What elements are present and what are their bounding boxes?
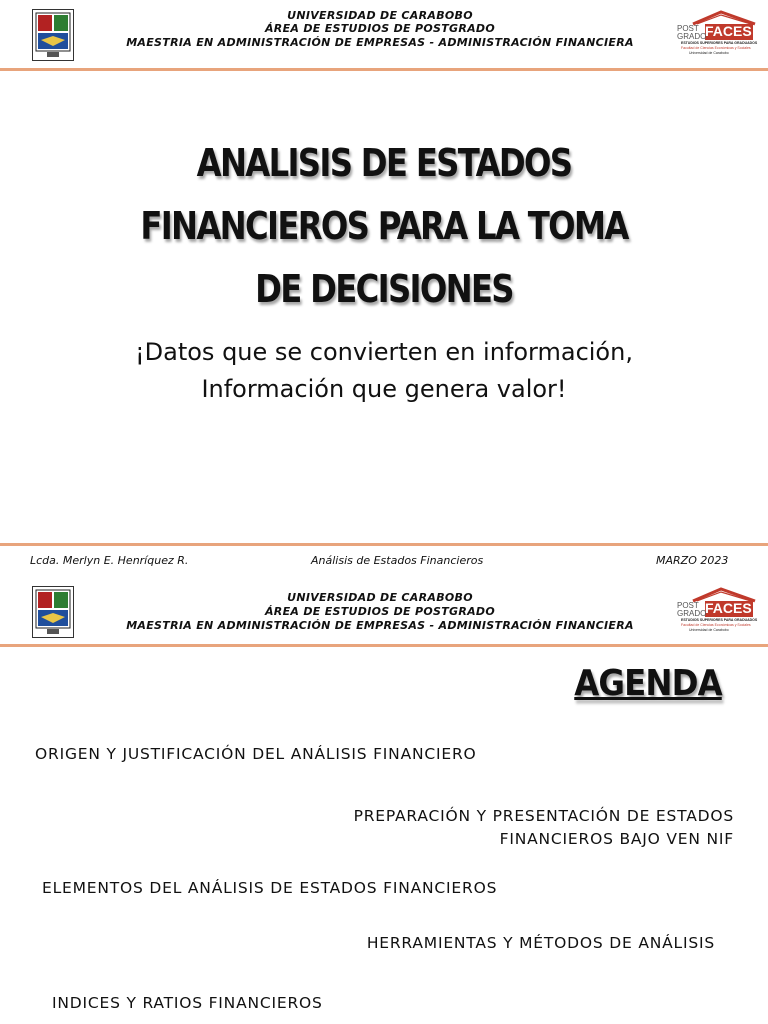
header-divider: [0, 68, 768, 71]
faces-logo: [675, 10, 757, 64]
slide-header: [0, 577, 768, 649]
logo-post: POST: [677, 24, 699, 33]
main-title-line-2: FINANCIEROS PARA LA TOMA: [140, 204, 628, 248]
agenda-item-elementos: ELEMENTOS DEL ANÁLISIS DE ESTADOS FINANCIEROS: [42, 879, 498, 897]
logo-small-1: ESTUDIOS SUPERIORES PARA GRADUADOS: [681, 618, 758, 622]
logo-small-1: ESTUDIOS SUPERIORES PARA GRADUADOS: [681, 41, 758, 45]
agenda-item-preparacion-line-1: PREPARACIÓN Y PRESENTACIÓN DE ESTADOS: [353, 807, 734, 825]
logo-faces: FACES: [705, 23, 752, 39]
logo-grado: GRADO: [677, 609, 707, 618]
footer-course: Análisis de Estados Financieros: [311, 554, 484, 567]
header-university: UNIVERSIDAD DE CARABOBO: [287, 591, 473, 604]
logo-post: POST: [677, 601, 699, 610]
header-area: ÁREA DE ESTUDIOS DE POSTGRADO: [264, 605, 496, 618]
header-area: ÁREA DE ESTUDIOS DE POSTGRADO: [264, 22, 496, 35]
slide-header: [0, 0, 768, 72]
header-divider: [0, 644, 768, 647]
agenda-title: AGENDA: [574, 663, 722, 704]
header-program: MAESTRIA EN ADMINISTRACIÓN DE EMPRESAS - ADMINISTRACIÓN FINANCIERA: [126, 36, 634, 49]
logo-small-2: Facultad de Ciencias Económicas y Sociales: [681, 623, 751, 627]
main-title-line-3: DE DECISIONES: [255, 267, 513, 311]
agenda-item-origen: ORIGEN Y JUSTIFICACIÓN DEL ANÁLISIS FINANCIERO: [35, 745, 477, 763]
subtitle-line-1: ¡Datos que se convierten en información,: [135, 338, 633, 366]
footer-divider: [0, 543, 768, 546]
faces-logo: [675, 587, 757, 641]
logo-small-2: Facultad de Ciencias Económicas y Sociales: [681, 46, 751, 50]
agenda-item-herramientas: HERRAMIENTAS Y MÉTODOS DE ANÁLISIS: [366, 934, 715, 952]
agenda-slide: [0, 577, 768, 1024]
header-program: MAESTRIA EN ADMINISTRACIÓN DE EMPRESAS - ADMINISTRACIÓN FINANCIERA: [126, 619, 634, 632]
footer-author: Lcda. Merlyn E. Henríquez R.: [30, 554, 189, 567]
header-university: UNIVERSIDAD DE CARABOBO: [287, 9, 473, 22]
agenda-item-preparacion-line-2: FINANCIEROS BAJO VEN NIF: [499, 830, 734, 848]
footer-date: MARZO 2023: [656, 554, 729, 567]
logo-small-3: Universidad de Carabobo: [689, 628, 729, 632]
logo-faces: FACES: [705, 600, 752, 616]
logo-small-3: Universidad de Carabobo: [689, 51, 729, 55]
logo-grado: GRADO: [677, 32, 707, 41]
main-title-line-1: ANALISIS DE ESTADOS: [196, 141, 572, 185]
subtitle-line-2: Información que genera valor!: [201, 375, 567, 403]
agenda-item-indices: INDICES Y RATIOS FINANCIEROS: [52, 994, 323, 1012]
